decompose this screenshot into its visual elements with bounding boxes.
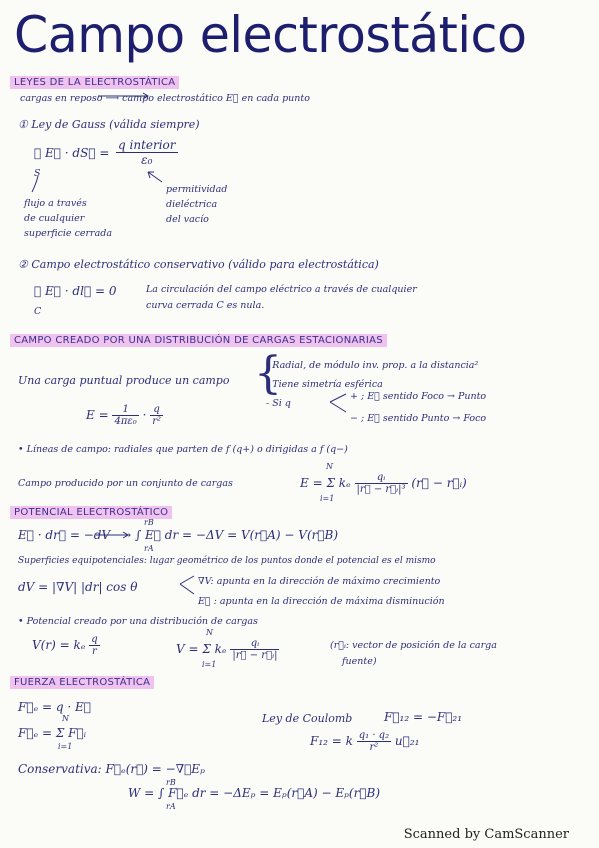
pos-note-line: fuente) <box>342 656 377 667</box>
gradient-note: E⃗ : apunta en la dirección de máxima disminución <box>198 596 445 607</box>
section-heading-distribution: CAMPO CREADO POR UNA DISTRIBUCIÓN DE CARGAS ESTACIONARIAS <box>10 334 387 347</box>
c2-tail: u⃗₂₁ <box>394 734 420 748</box>
e-num2: q <box>150 404 163 416</box>
work-lower-limit: rA <box>166 802 176 811</box>
fe-upper-limit: N <box>62 714 69 723</box>
e-den2: r² <box>152 416 162 427</box>
work-upper-limit: rB <box>166 778 176 787</box>
e-lhs: E = <box>86 408 109 422</box>
coulomb-eq-2 <box>310 730 419 753</box>
pot-upper-limit: rB <box>144 518 154 527</box>
cons-note-line: La circulación del campo eléctrico a través de cualquier <box>146 284 417 295</box>
c2-num: q₁ · q₂ <box>358 730 390 741</box>
coulomb-eq-1: F⃗₁₂ = −F⃗₂₁ <box>384 710 463 724</box>
v1-num: q <box>91 634 98 645</box>
conservative-title: ② Campo electrostático conservativo (válido para electrostática) <box>18 258 379 271</box>
section-heading-laws: LEYES DE LA ELECTROSTÁTICA <box>10 76 179 89</box>
section-heading-force: FUERZA ELECTROSTÁTICA <box>10 676 154 689</box>
v2-upper-limit: N <box>206 628 213 637</box>
pos-note-line: (r⃗ᵢ: vector de posición de la carga <box>330 640 497 651</box>
intro-text: cargas en reposo ⟶ campo electrostático E⃗ en cada punto <box>20 93 310 104</box>
set-den: |r⃗ − r⃗ᵢ|³ <box>356 484 406 495</box>
c2-den: r² <box>369 742 379 753</box>
set-upper-limit: N <box>326 462 333 471</box>
page-title: Campo electrostático <box>14 6 527 64</box>
set-num: qᵢ <box>355 472 408 484</box>
coulomb-field-eq: E = $\frac{1}{\text{4πε₀}}$ · $\frac{q}{\text{r²}}$ <box>86 404 162 427</box>
gauss-den: ε₀ <box>141 153 153 167</box>
section-heading-potential: POTENCIAL ELECTROSTÁTICO <box>10 506 172 519</box>
prop-item: - Radial, de módulo inv. prop. a la distancia² <box>266 360 479 371</box>
sign-case: − ; E⃗ sentido Punto → Foco <box>350 413 487 424</box>
e-den1: 4πε₀ <box>114 416 137 427</box>
gauss-title: ① Ley de Gauss (válida siempre) <box>18 118 200 131</box>
sign-cases <box>350 386 486 430</box>
potential-eq: E⃗ · dr⃗ = −dV ⟶ ∫ E⃗ dr = −ΔV = V(r⃗A) − V(r⃗B) <box>18 528 339 542</box>
gradient-note: ∇V: apunta en la dirección de máximo crecimiento <box>198 576 441 587</box>
conservative-sub: C <box>34 306 42 317</box>
charge-set-eq <box>300 472 467 495</box>
gauss-lhs: ∮ E⃗ · dS⃗ = <box>34 146 110 160</box>
flux-note-line: de cualquier <box>24 213 85 224</box>
flux-note-line: superficie cerrada <box>24 228 113 239</box>
permittivity-note <box>166 182 227 227</box>
v1-den: r <box>92 646 97 657</box>
perm-note-line: dieléctrica <box>166 199 218 210</box>
flux-note <box>24 196 112 241</box>
prop-item: - Si q <box>266 398 291 409</box>
potential-sum-eq <box>176 638 279 661</box>
v2-den: |r⃗ − r⃗ᵢ| <box>232 650 278 661</box>
force-eq: F⃗ₑ = q · E⃗ <box>18 700 91 714</box>
pot-lower-limit: rA <box>144 544 154 553</box>
prop-item: - Tiene simetría esférica <box>266 379 383 390</box>
cons-note-line: curva cerrada C es nula. <box>146 300 265 311</box>
field-lines-text: • Líneas de campo: radiales que parten de f (q+) o dirigidas a f (q−) <box>18 444 348 455</box>
gauss-sub: S <box>34 168 41 179</box>
gradient-notes <box>198 572 445 612</box>
charge-set-text: Campo producido por un conjunto de cargas <box>18 478 233 489</box>
v2-lhs: V = Σ kₑ <box>176 642 227 656</box>
position-vector-note <box>330 638 497 670</box>
v1-lhs: V(r) = kₑ <box>32 638 86 652</box>
sign-case: + ; E⃗ sentido Foco → Punto <box>350 391 487 402</box>
conservative-force-eq: Conservativa: F⃗ₑ(r⃗) = −∇⃗Eₚ <box>18 762 205 776</box>
potential-single-eq <box>32 634 100 657</box>
conservative-note <box>146 282 417 314</box>
dv-eq: dV = |∇V| |dr| cos θ <box>18 580 138 594</box>
set-eq-lhs: E = Σ kₑ <box>300 476 351 490</box>
potential-dist-text: • Potencial creado por una distribución de cargas <box>18 616 258 627</box>
perm-note-line: del vacío <box>166 214 209 225</box>
force-sum-eq: F⃗ₑ = Σ F⃗ᵢ <box>18 726 87 740</box>
c2-lhs: F₁₂ = k <box>310 734 353 748</box>
gauss-num: q interior <box>118 138 176 152</box>
set-lower-limit: i=1 <box>320 494 335 503</box>
props-brace: { <box>254 348 282 399</box>
point-charge-text: Una carga puntual produce un campo <box>18 374 230 387</box>
set-tail: (r⃗ − r⃗ᵢ) <box>411 476 467 490</box>
flux-note-line: flujo a través <box>24 198 87 209</box>
scanner-watermark: Scanned by CamScanner <box>403 827 569 842</box>
e-num1: 1 <box>112 404 138 416</box>
v2-num: qᵢ <box>230 638 279 650</box>
fe-lower-limit: i=1 <box>58 742 73 751</box>
conservative-eq: ∮ E⃗ · dl⃗ = 0 <box>34 284 117 298</box>
coulomb-law-title: Ley de Coulomb <box>262 712 353 725</box>
work-eq: W = ∫ F⃗ₑ dr = −ΔEₚ = Eₚ(r⃗A) − Eₚ(r⃗B) <box>128 786 381 800</box>
v2-lower-limit: i=1 <box>202 660 217 669</box>
equipotential-text: Superficies equipotenciales: lugar geométrico de los puntos donde el potencial es el mismo <box>18 556 436 566</box>
perm-note-line: permitividad <box>166 184 228 195</box>
